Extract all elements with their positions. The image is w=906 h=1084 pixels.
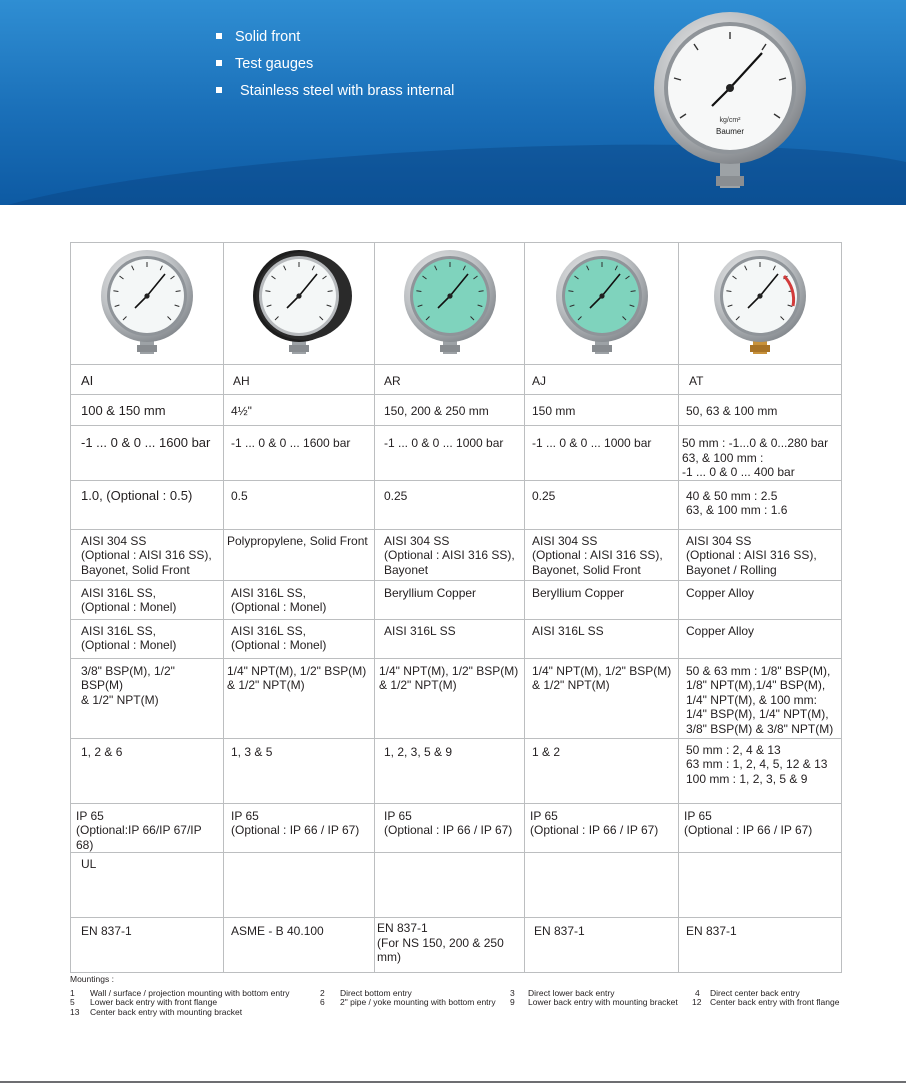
size-cell: 50, 63 & 100 mm xyxy=(679,395,842,426)
mounting-number: 5 xyxy=(70,997,75,1007)
mounting-cell: 1, 2 & 6 xyxy=(71,738,224,803)
accuracy-cell: 0.25 xyxy=(375,480,525,529)
model-row xyxy=(71,365,842,395)
wetted-cell: AISI 316L SS, (Optional : Monel) xyxy=(224,580,375,619)
mountings-legend xyxy=(70,975,870,1017)
approval-row xyxy=(71,853,842,918)
accuracy-cell: 40 & 50 mm : 2.5 63, & 100 mm : 1.6 xyxy=(679,480,842,529)
mounting-number: 1 xyxy=(70,987,75,998)
wetted-cell: Beryllium Copper xyxy=(375,580,525,619)
feature-item: Test gauges xyxy=(216,54,454,81)
mounting-text: Center back entry with mounting bracket xyxy=(90,1006,243,1017)
range-cell: 50 mm : -1...0 & 0...280 bar 63, & 100 mm : -1 ... 0 & 0 ... 400 bar xyxy=(679,426,842,481)
hero-brand-logo: Baumer xyxy=(715,127,745,136)
approval-cell xyxy=(224,853,375,918)
model-cell: AJ xyxy=(525,365,679,395)
approval-cell xyxy=(375,853,525,918)
accuracy-row xyxy=(71,480,842,529)
mounting-cell: 1, 3 & 5 xyxy=(224,738,375,803)
image-row xyxy=(71,243,842,365)
ingress-cell: IP 65 (Optional : IP 66 / IP 67) xyxy=(679,803,842,853)
case-cell: Polypropylene, Solid Front xyxy=(224,529,375,580)
mountings-row xyxy=(70,1008,870,1018)
standard-cell: EN 837-1 xyxy=(679,918,842,973)
connection-cell: 50 & 63 mm : 1/8" BSP(M), 1/8" NPT(M),1/4" BSP(M), 1/4" NPT(M), & 100 mm: 1/4" BSP(M), 1/4" NPT(M), 3/8" BSP(M) & 3/8" NPT(M) xyxy=(679,658,842,738)
standard-cell: EN 837-1 (For NS 150, 200 & 250 mm) xyxy=(375,918,525,973)
mounting-text: Wall / surface / projection mounting with bottom entry xyxy=(90,987,290,998)
mounting-text: Lower back entry with mounting bracket xyxy=(528,997,678,1007)
footer-divider xyxy=(0,1081,906,1083)
model-cell: AH xyxy=(224,365,375,395)
model-cell: AI xyxy=(71,365,224,395)
wetted-cell: AISI 316L SS, (Optional : Monel) xyxy=(71,580,224,619)
accuracy-cell: 0.25 xyxy=(525,480,679,529)
size-cell: 100 & 150 mm xyxy=(71,395,224,426)
mounting-text: Direct bottom entry xyxy=(340,987,412,998)
mounting-number: 6 xyxy=(320,997,325,1007)
standard-row xyxy=(71,918,842,973)
approval-cell xyxy=(679,853,842,918)
size-cell: 150, 200 & 250 mm xyxy=(375,395,525,426)
mounting-number: 9 xyxy=(510,997,515,1007)
range-row xyxy=(71,426,842,481)
model-cell: AT xyxy=(679,365,842,395)
wetted-parts-row xyxy=(71,580,842,619)
size-row xyxy=(71,395,842,426)
gauge-cell-at xyxy=(679,243,842,365)
mounting-cell: 1, 2, 3, 5 & 9 xyxy=(375,738,525,803)
mounting-text: 2" pipe / yoke mounting with bottom entry xyxy=(340,997,496,1007)
mounting-number: 2 xyxy=(320,987,325,998)
mounting-number: 12 xyxy=(692,997,702,1007)
socket-row xyxy=(71,619,842,658)
mounting-number: 3 xyxy=(510,987,515,998)
ingress-cell: IP 65 (Optional : IP 66 / IP 67) xyxy=(375,803,525,853)
connection-cell: 1/4" NPT(M), 1/2" BSP(M) & 1/2" NPT(M) xyxy=(375,658,525,738)
feature-list xyxy=(216,27,454,108)
socket-cell: AISI 316L SS, (Optional : Monel) xyxy=(224,619,375,658)
case-cell: AISI 304 SS (Optional : AISI 316 SS), Bayonet xyxy=(375,529,525,580)
mountings-title: Mountings : xyxy=(70,974,114,984)
accuracy-cell: 0.5 xyxy=(224,480,375,529)
ingress-cell: IP 65 (Optional:IP 66/IP 67/IP 68) xyxy=(71,803,224,853)
range-cell: -1 ... 0 & 0 ... 1000 bar xyxy=(525,426,679,481)
header-banner xyxy=(0,0,906,205)
connection-row xyxy=(71,658,842,738)
standard-cell: EN 837-1 xyxy=(71,918,224,973)
socket-cell: AISI 316L SS xyxy=(525,619,679,658)
hero-gauge-image xyxy=(650,8,810,193)
mounting-cell: 1 & 2 xyxy=(525,738,679,803)
model-cell: AR xyxy=(375,365,525,395)
case-cell: AISI 304 SS (Optional : AISI 316 SS), Bayonet / Rolling xyxy=(679,529,842,580)
mounting-text: Center back entry with front flange xyxy=(710,997,840,1007)
mounting-text: Direct lower back entry xyxy=(528,987,615,998)
socket-cell: AISI 316L SS xyxy=(375,619,525,658)
approval-cell: UL xyxy=(71,853,224,918)
standard-cell: EN 837-1 xyxy=(525,918,679,973)
mounting-number: 4 xyxy=(695,987,700,998)
wetted-cell: Copper Alloy xyxy=(679,580,842,619)
range-cell: -1 ... 0 & 0 ... 1000 bar xyxy=(375,426,525,481)
gauge-cell-aj xyxy=(525,243,679,365)
connection-cell: 1/4" NPT(M), 1/2" BSP(M) & 1/2" NPT(M) xyxy=(525,658,679,738)
socket-cell: Copper Alloy xyxy=(679,619,842,658)
mounting-row xyxy=(71,738,842,803)
socket-cell: AISI 316L SS, (Optional : Monel) xyxy=(71,619,224,658)
mounting-text: Direct center back entry xyxy=(710,987,800,998)
range-cell: -1 ... 0 & 0 ... 1600 bar xyxy=(224,426,375,481)
size-cell: 150 mm xyxy=(525,395,679,426)
range-cell: -1 ... 0 & 0 ... 1600 bar xyxy=(71,426,224,481)
case-cell: AISI 304 SS (Optional : AISI 316 SS), Bayonet, Solid Front xyxy=(525,529,679,580)
mounting-number: 13 xyxy=(70,1006,80,1017)
case-cell: AISI 304 SS (Optional : AISI 316 SS), Bayonet, Solid Front xyxy=(71,529,224,580)
size-cell: 4½" xyxy=(224,395,375,426)
gauge-cell-ah xyxy=(224,243,375,365)
gauge-image xyxy=(705,246,815,358)
hero-unit-label: kg/cm² xyxy=(719,117,741,124)
gauge-image xyxy=(92,246,202,358)
mounting-text: Lower back entry with front flange xyxy=(90,997,218,1007)
connection-cell: 3/8" BSP(M), 1/2" BSP(M) & 1/2" NPT(M) xyxy=(71,658,224,738)
case-row xyxy=(71,529,842,580)
standard-cell: ASME - B 40.100 xyxy=(224,918,375,973)
gauge-image xyxy=(244,246,354,358)
gauge-image xyxy=(395,246,505,358)
connection-cell: 1/4" NPT(M), 1/2" BSP(M) & 1/2" NPT(M) xyxy=(224,658,375,738)
gauge-cell-ai xyxy=(71,243,224,365)
ingress-row xyxy=(71,803,842,853)
approval-cell xyxy=(525,853,679,918)
gauge-cell-ar xyxy=(375,243,525,365)
gauge-image xyxy=(547,246,657,358)
accuracy-cell: 1.0, (Optional : 0.5) xyxy=(71,480,224,529)
spec-table xyxy=(70,242,842,973)
ingress-cell: IP 65 (Optional : IP 66 / IP 67) xyxy=(525,803,679,853)
ingress-cell: IP 65 (Optional : IP 66 / IP 67) xyxy=(224,803,375,853)
feature-item: Stainless steel with brass internal xyxy=(216,81,454,108)
wetted-cell: Beryllium Copper xyxy=(525,580,679,619)
feature-item: Solid front xyxy=(216,27,454,54)
mounting-cell: 50 mm : 2, 4 & 13 63 mm : 1, 2, 4, 5, 12 & 13 100 mm : 1, 2, 3, 5 & 9 xyxy=(679,738,842,803)
